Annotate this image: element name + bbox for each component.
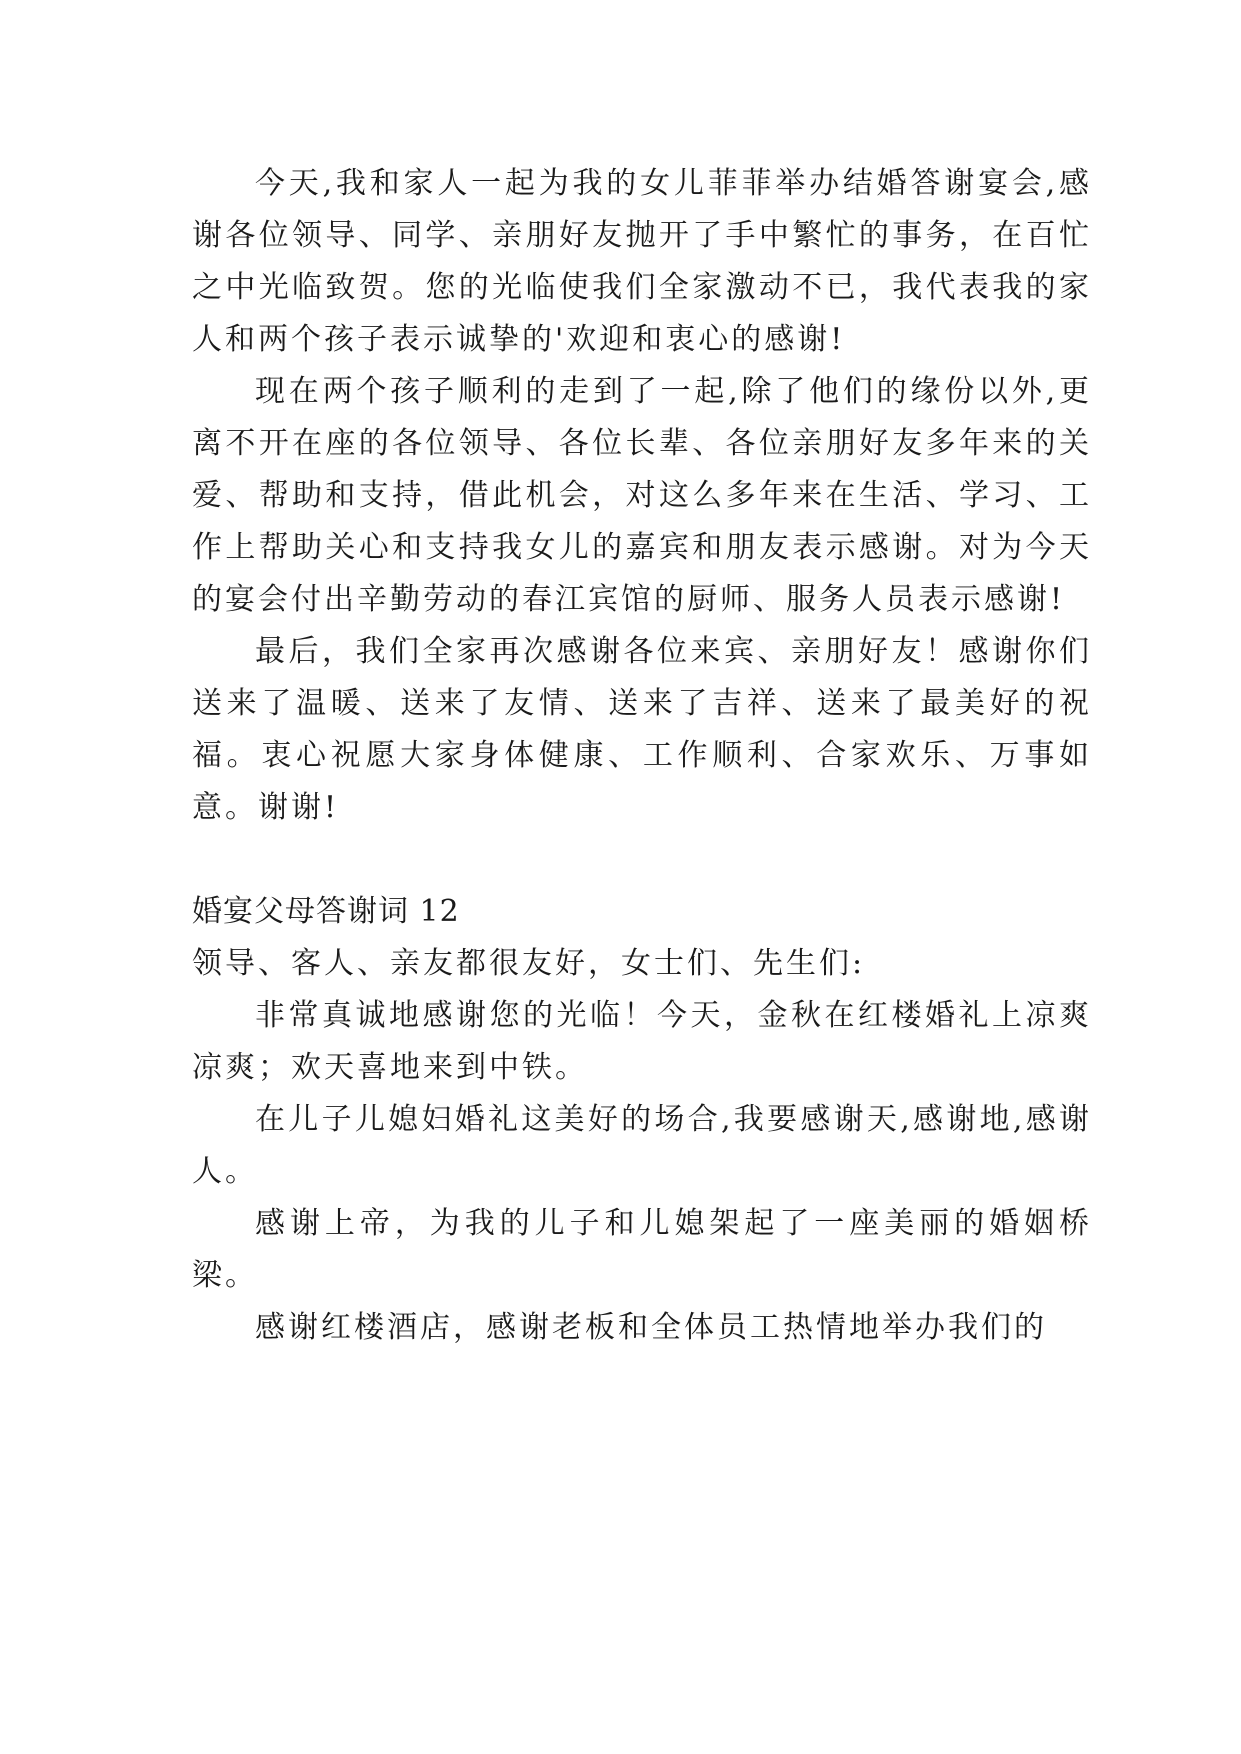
speech2-paragraph-1: 非常真诚地感谢您的光临！今天，金秋在红楼婚礼上凉爽凉爽；欢天喜地来到中铁。 <box>192 998 1092 1085</box>
section-heading: 婚宴父母答谢词 12 <box>192 894 460 929</box>
speech1-paragraph-1: 今天,我和家人一起为我的女儿菲菲举办结婚答谢宴会,感谢各位领导、同学、亲朋好友抛开了手中繁忙的事务，在百忙之中光临致贺。您的光临使我们全家激动不已，我代表我的家人和两个孩子表示诚挚的'欢迎和衷心的感谢! <box>192 166 1092 357</box>
speech2-paragraph-2: 在儿子儿媳妇婚礼这美好的场合,我要感谢天,感谢地,感谢人。 <box>192 1102 1092 1189</box>
speech2-paragraph-3: 感谢上帝，为我的儿子和儿媳架起了一座美丽的婚姻桥梁。 <box>192 1206 1092 1293</box>
document-body <box>192 158 1092 1354</box>
salutation: 领导、客人、亲友都很友好，女士们、先生们: <box>192 946 866 981</box>
speech1-paragraph-2: 现在两个孩子顺利的走到了一起,除了他们的缘份以外,更离不开在座的各位领导、各位长辈、各位亲朋好友多年来的关爱、帮助和支持，借此机会，对这么多年来在生活、学习、工作上帮助关心和支持我女儿的嘉宾和朋友表示感谢。对为今天的宴会付出辛勤劳动的春江宾馆的厨师、服务人员表示感谢! <box>192 374 1092 617</box>
speech2-paragraph-4: 感谢红楼酒店，感谢老板和全体员工热情地举办我们的 <box>255 1310 1047 1345</box>
speech1-paragraph-3: 最后，我们全家再次感谢各位来宾、亲朋好友！感谢你们送来了温暖、送来了友情、送来了吉祥、送来了最美好的祝福。衷心祝愿大家身体健康、工作顺利、合家欢乐、万事如意。谢谢! <box>192 634 1092 825</box>
